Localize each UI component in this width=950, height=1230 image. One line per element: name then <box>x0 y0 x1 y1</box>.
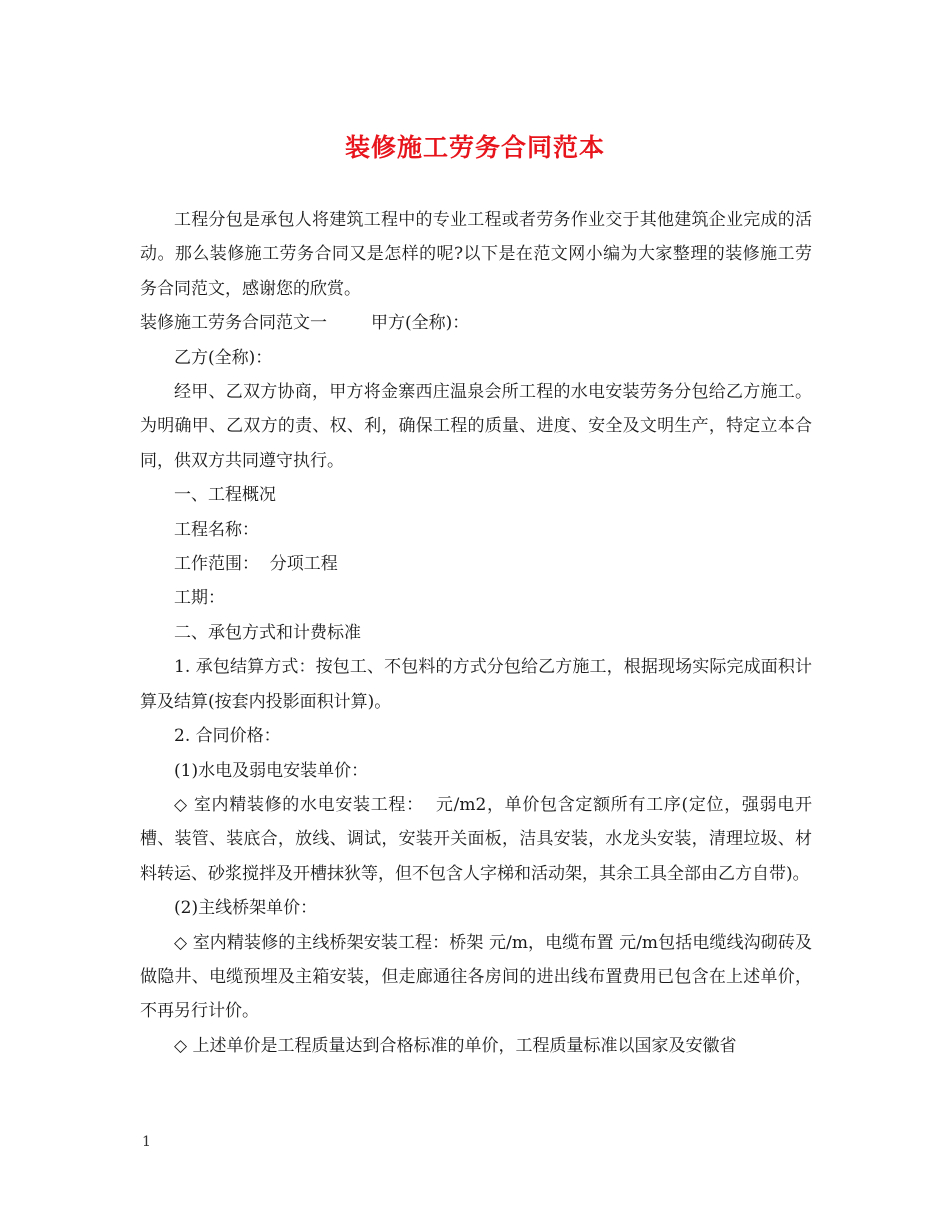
contract-price-line: 2. 合同价格： <box>174 726 281 747</box>
agreement-paragraph: 经甲、乙双方协商，甲方将金寨西庄温泉会所工程的水电安装劳务分包给乙方施工。为明确甲、乙双方的责、权、利，确保工程的质量、进度、安全及文明生产，特定立本合同，供双方共同遵守执行。 <box>140 382 812 471</box>
intro-paragraph: 工程分包是承包人将建筑工程中的专业工程或者劳务作业交于其他建筑企业完成的活动。那么装修施工劳务合同又是怎样的呢?以下是在范文网小编为大家整理的装修施工劳务合同范文，感谢您的欣赏。 <box>140 210 812 299</box>
section-heading-pricing: 二、承包方式和计费标准 <box>174 622 361 643</box>
contract-heading: 装修施工劳务合同范文一 <box>140 313 327 334</box>
party-b-label: 乙方(全称)： <box>174 347 273 368</box>
unit-price-item-2: ◇ 室内精装修的主线桥架安装工程：桥架 元/m，电缆布置 元/m包括电缆线沟砌砖及做隐井、电缆预埋及主箱安装，但走廊通往各房间的进出线布置费用已包含在上述单价，不再另行计价。 <box>140 932 812 1022</box>
page-number: 1 <box>142 1134 151 1150</box>
project-name-line: 工程名称： <box>174 519 259 540</box>
document-body <box>140 203 812 1063</box>
unit-price-heading-2: (2)主线桥架单价： <box>174 898 318 919</box>
contract-heading-line <box>140 306 812 340</box>
unit-price-item-3: ◇ 上述单价是工程质量达到合格标准的单价，工程质量标准以国家及安徽省 <box>174 1035 737 1056</box>
section-heading-overview: 一、工程概况 <box>174 485 276 506</box>
work-scope-line: 工作范围： 分项工程 <box>174 554 338 575</box>
duration-line: 工期： <box>174 588 225 609</box>
settlement-paragraph: 1. 承包结算方式：按包工、不包料的方式分包给乙方施工，根据现场实际完成面积计算及结算(按套内投影面积计算)。 <box>140 657 812 712</box>
unit-price-item-1: ◇ 室内精装修的水电安装工程： 元/m2，单价包含定额所有工序(定位，强弱电开槽、装管、装底合，放线、调试，安装开关面板，洁具安装，水龙头安装，清理垃圾、材料转运、砂浆搅拌及开槽抹狄等，但不包含人字梯和活动架，其余工具全部由乙方自带)。 <box>140 794 812 884</box>
party-a-label: 甲方(全称)： <box>371 313 470 334</box>
unit-price-heading-1: (1)水电及弱电安装单价： <box>174 760 369 781</box>
document-title: 装修施工劳务合同范本 <box>344 133 605 162</box>
